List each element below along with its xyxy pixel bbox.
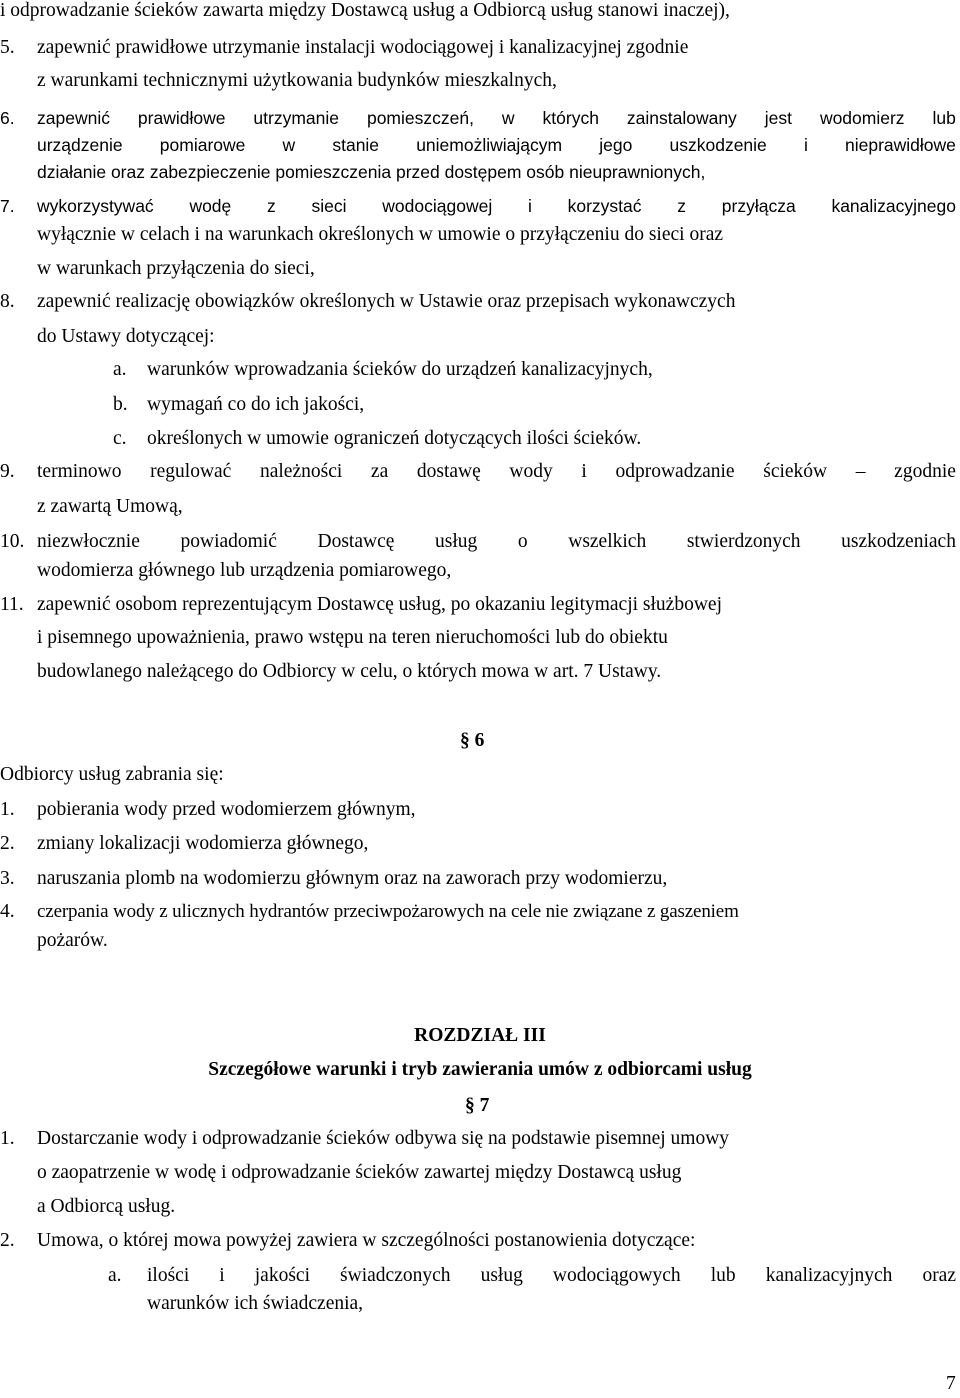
word: Dostawcę: [317, 531, 395, 552]
list-item-text: Dostarczanie wody i odprowadzanie ścieków odbywa się na podstawie pisemnej umowy: [37, 1128, 730, 1149]
text-line: budowlanego należącego do Odbiorcy w celu, o których mowa w art. 7 Ustawy.: [37, 661, 662, 682]
list-item-text: Umowa, o której mowa powyżej zawiera w szczególności postanowienia dotyczące:: [37, 1230, 696, 1251]
list-item-text: zmiany lokalizacji wodomierza głównego,: [37, 833, 369, 854]
sub-item-letter: c.: [113, 428, 127, 449]
word: prawidłowe: [137, 108, 226, 128]
word: ilości: [147, 1265, 190, 1286]
word: lub: [932, 108, 956, 128]
word: urządzenie: [37, 135, 123, 155]
text-line: i pisemnego upoważnienia, prawo wstępu na teren nieruchomości lub do obiektu: [37, 627, 668, 648]
word: i: [527, 196, 532, 216]
text-line: pożarów.: [37, 930, 108, 951]
word: i: [803, 135, 808, 155]
word: wodociągowej: [382, 196, 493, 216]
text-line: działanie oraz zabezpieczenie pomieszczenia przed dostępem osób nieuprawnionych,: [37, 162, 706, 182]
sub-item-text: warunków wprowadzania ścieków do urządzeń kanalizacyjnych,: [147, 359, 653, 380]
word: powiadomić: [180, 531, 277, 552]
text-line: o zaopatrzenie w wodę i odprowadzanie ścieków zawartej między Dostawcą usług: [37, 1162, 682, 1183]
word: wody: [509, 461, 553, 482]
word: oraz: [922, 1265, 956, 1286]
list-number: 8.: [0, 291, 15, 312]
sub-item-text: [147, 1261, 956, 1290]
word: uniemożliwiającym: [416, 135, 563, 155]
word: wszelkich: [568, 531, 647, 552]
list-item-text: [37, 106, 956, 131]
word: za: [370, 461, 389, 482]
text-line: wodomierza głównego lub urządzenia pomiarowego,: [37, 560, 452, 581]
list-item-text: zapewnić realizację obowiązków określonych w Ustawie oraz przepisach wykonawczych: [37, 291, 736, 312]
page-number: 7: [946, 1373, 956, 1394]
text-line: w warunkach przyłączenia do sieci,: [37, 258, 315, 279]
text-line: Odbiorcy usług zabrania się:: [0, 764, 224, 785]
sub-item-letter: b.: [113, 394, 128, 415]
list-item-text: czerpania wody z ulicznych hydrantów przeciwpożarowych na cele nie związane z gaszeniem: [37, 901, 739, 922]
list-item-text: [37, 527, 956, 556]
word: świadczonych: [340, 1265, 451, 1286]
word: zgodnie: [894, 461, 956, 482]
word: regulować: [150, 461, 232, 482]
list-number: 11.: [0, 594, 24, 615]
word: kanalizacyjnego: [831, 196, 956, 216]
text-line: a Odbiorcą usług.: [37, 1196, 176, 1217]
sub-item-letter: a.: [108, 1265, 122, 1286]
word: pomieszczeń,: [366, 108, 474, 128]
word: korzystać: [567, 196, 642, 216]
word: wykorzystywać: [37, 196, 154, 216]
word: lub: [710, 1265, 736, 1286]
word: o: [517, 531, 528, 552]
word: stwierdzonych: [686, 531, 801, 552]
word: jest: [764, 108, 792, 128]
list-item-text: pobierania wody przed wodomierzem głównym,: [37, 799, 416, 820]
word: z: [267, 196, 276, 216]
word: zapewnić: [37, 108, 110, 128]
word: jego: [599, 135, 633, 155]
word: sieci: [311, 196, 347, 216]
word: wodę: [189, 196, 232, 216]
word: terminowo: [37, 461, 122, 482]
sub-item-text: określonych w umowie ograniczeń dotyczących ilości ścieków.: [147, 428, 642, 449]
list-number: 7.: [0, 196, 15, 216]
text-line: z warunkami technicznymi użytkowania budynków mieszkalnych,: [37, 70, 557, 91]
word: i: [581, 461, 587, 482]
sub-item-letter: a.: [113, 359, 127, 380]
chapter-subtitle: Szczegółowe warunki i tryb zawierania umów z odbiorcami usług: [208, 1059, 752, 1080]
list-item-text: zapewnić prawidłowe utrzymanie instalacji wodociągowej i kanalizacyjnej zgodnie: [37, 37, 689, 58]
word: jakości: [254, 1265, 310, 1286]
list-number: 6.: [0, 108, 15, 128]
word: wodociągowych: [552, 1265, 681, 1286]
word: przyłącza: [721, 196, 796, 216]
list-number: 5.: [0, 37, 15, 58]
word: uszkodzeniach: [841, 531, 956, 552]
word: stanie: [332, 135, 380, 155]
text-line: [37, 133, 956, 158]
chapter-title: ROZDZIAŁ III: [414, 1025, 546, 1046]
word: usług: [435, 531, 478, 552]
word: uszkodzenie: [669, 135, 767, 155]
list-item-text: naruszania plomb na wodomierzu głównym oraz na zaworach przy wodomierzu,: [37, 868, 668, 889]
word: odprowadzanie: [615, 461, 735, 482]
text-line: z zawartą Umową,: [37, 496, 183, 517]
word: wodomierz: [819, 108, 905, 128]
word: których: [542, 108, 599, 128]
word: zainstalowany: [626, 108, 737, 128]
text-line: warunków ich świadczenia,: [147, 1293, 364, 1314]
list-number: 9.: [0, 461, 15, 482]
word: usług: [480, 1265, 523, 1286]
text-line: do Ustawy dotyczącej:: [37, 326, 215, 347]
section-heading: § 6: [460, 730, 485, 751]
word: dostawę: [416, 461, 481, 482]
list-number: 3.: [0, 868, 15, 889]
word: ścieków: [763, 461, 828, 482]
list-number: 1.: [0, 799, 15, 820]
word: kanalizacyjnych: [765, 1265, 893, 1286]
word: i: [219, 1265, 225, 1286]
list-item-text: zapewnić osobom reprezentującym Dostawcę usług, po okazaniu legitymacji służbowej: [37, 594, 722, 615]
word: w: [501, 108, 515, 128]
list-number: 2.: [0, 1230, 15, 1251]
word: pomiarowe: [159, 135, 246, 155]
word: niezwłocznie: [37, 531, 140, 552]
word: w: [282, 135, 296, 155]
list-number: 1.: [0, 1128, 15, 1149]
word: –: [855, 461, 866, 482]
word: należności: [259, 461, 343, 482]
list-number: 10.: [0, 531, 25, 552]
text-line: i odprowadzanie ścieków zawarta między Dostawcą usług a Odbiorcą usług stanowi inaczej),: [0, 0, 730, 21]
list-number: 2.: [0, 833, 15, 854]
sub-item-text: wymagań co do ich jakości,: [147, 394, 365, 415]
list-number: 4.: [0, 901, 15, 922]
word: utrzymanie: [253, 108, 340, 128]
text-line: wyłącznie w celach i na warunkach określonych w umowie o przyłączeniu do sieci oraz: [37, 224, 724, 245]
section-heading: § 7: [465, 1095, 490, 1116]
list-item-text: [37, 194, 956, 219]
list-item-text: [37, 457, 956, 486]
word: nieprawidłowe: [845, 135, 956, 155]
word: z: [677, 196, 687, 216]
